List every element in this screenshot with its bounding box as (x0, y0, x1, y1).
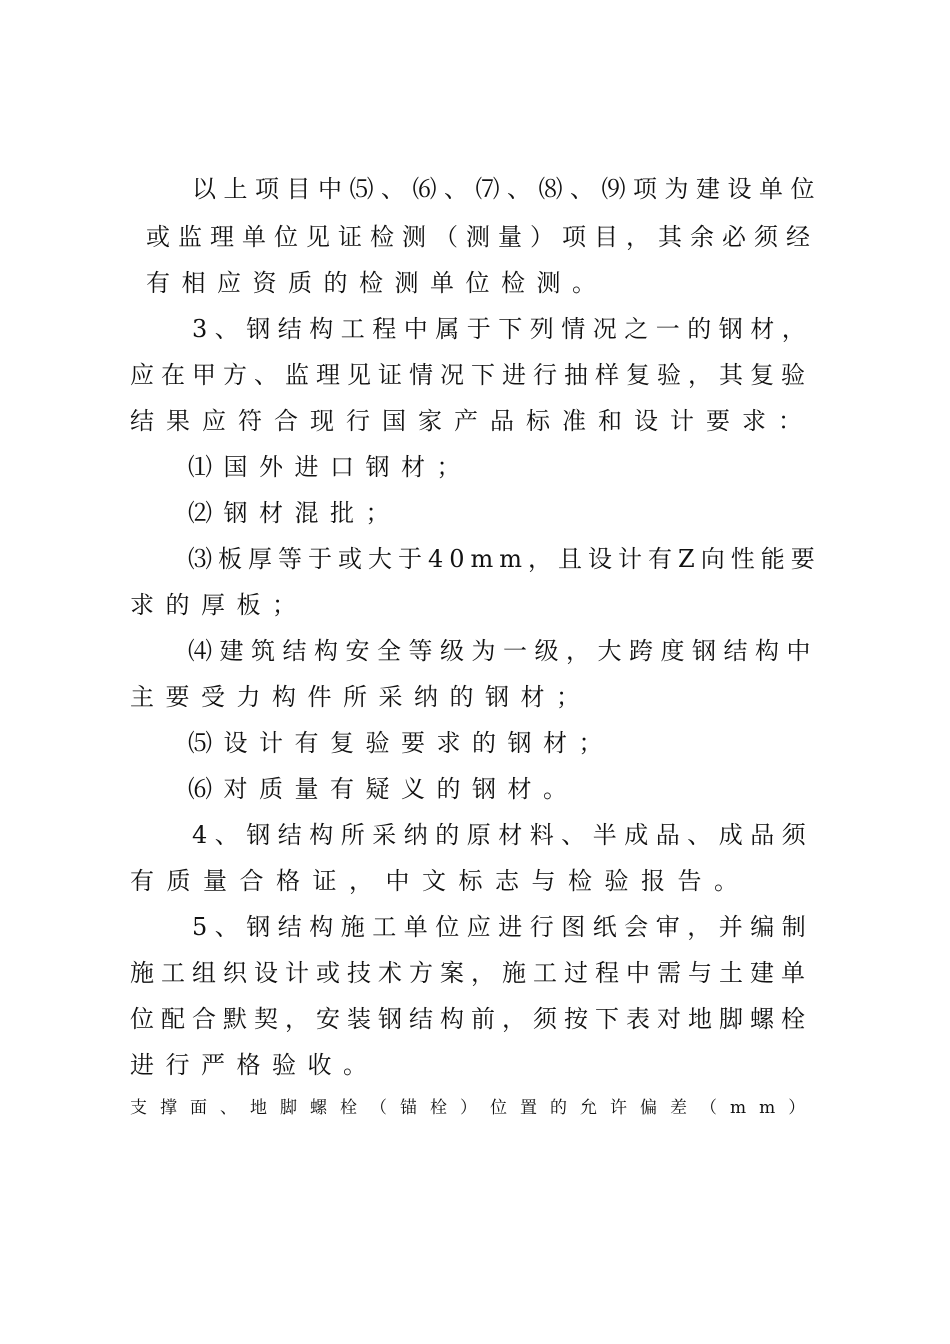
paragraph-line: 4、钢结构所采纳的原材料、半成品、成品须 (192, 821, 814, 849)
paragraph-line: 进行严格验收。 (130, 1051, 379, 1079)
list-item: ⑸设计有复验要求的钢材； (188, 729, 614, 757)
list-item: ⑶板厚等于或大于40mm，且设计有Z向性能要 (188, 545, 821, 573)
list-item: 求的厚板； (130, 591, 308, 619)
list-item: ⑵钢材混批； (188, 499, 401, 527)
list-item: ⑹对质量有疑义的钢材。 (188, 775, 579, 803)
paragraph-line: 应在甲方、监理见证情况下进行抽样复验，其复验 (130, 361, 812, 389)
paragraph-line: 以上项目中⑸、⑹、⑺、⑻、⑼项为建设单位 (192, 175, 822, 203)
paragraph-line: 有质量合格证，中文标志与检验报告。 (130, 867, 751, 895)
paragraph-line: 或监理单位见证检测（测量）项目，其余必须经 (146, 223, 818, 251)
paragraph-line: 位配合默契，安装钢结构前，须按下表对地脚螺栓 (130, 1005, 812, 1033)
paragraph-line: 5、钢结构施工单位应进行图纸会审，并编制 (192, 913, 814, 941)
table-caption: 支撑面、地脚螺栓（锚栓）位置的允许偏差（mm） (130, 1098, 819, 1118)
list-item: 主要受力构件所采纳的钢材； (130, 683, 592, 711)
paragraph-line: 3、钢结构工程中属于下列情况之一的钢材， (192, 315, 814, 343)
paragraph-line: 结果应符合现行国家产品标准和设计要求： (130, 407, 814, 435)
paragraph-line: 施工组织设计或技术方案，施工过程中需与土建单 (130, 959, 812, 987)
list-item: ⑴国外进口钢材； (188, 453, 472, 481)
paragraph-line: 有相应资质的检测单位检测。 (146, 269, 608, 297)
list-item: ⑷建筑结构安全等级为一级，大跨度钢结构中 (188, 637, 818, 665)
